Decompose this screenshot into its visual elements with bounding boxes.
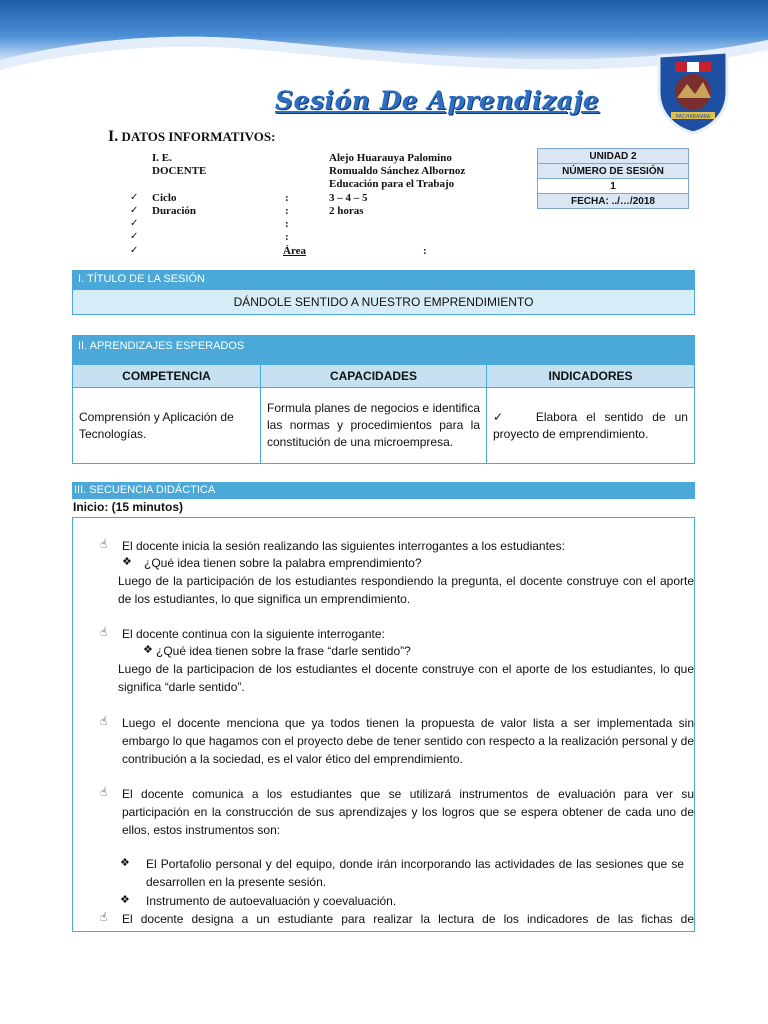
hand-pointer-icon: ☝ bbox=[100, 910, 108, 924]
paragraph-2b: Luego de la participacion de los estudiantes el docente construye con el aporte de los estudiantes, lo que significa “darle sentido”. bbox=[118, 662, 694, 694]
value-ciclo: 3 – 4 – 5 bbox=[329, 192, 368, 204]
session-number-value: 1 bbox=[538, 179, 689, 194]
session-title: DÁNDOLE SENTIDO A NUESTRO EMPRENDIMIENTO bbox=[72, 289, 695, 315]
label-docente: DOCENTE bbox=[152, 165, 207, 177]
question-2: ¿Qué idea tienen sobre la frase “darle sentido”? bbox=[156, 644, 411, 658]
label-duracion: Duración bbox=[152, 205, 196, 217]
col-header-capacidades: CAPACIDADES bbox=[261, 365, 487, 388]
school-shield-logo bbox=[655, 48, 731, 134]
value-duracion: 2 horas bbox=[329, 205, 364, 217]
diamond-bullet-icon: ❖ bbox=[143, 643, 153, 656]
paragraph-1: El docente inicia la sesión realizando las siguientes interrogantes a los estudiantes: bbox=[122, 539, 565, 553]
checkmark-icon: ✓ bbox=[130, 245, 139, 256]
hand-pointer-icon: ☝ bbox=[100, 714, 108, 728]
inicio-label: Inicio: (15 minutos) bbox=[73, 500, 184, 514]
value-area: Educación para el Trabajo bbox=[329, 178, 455, 190]
label-area: Área bbox=[283, 245, 307, 257]
col-header-indicadores: INDICADORES bbox=[487, 365, 695, 388]
colon-duracion: : bbox=[285, 205, 289, 217]
value-ie: Alejo Huarauya Palomino bbox=[329, 152, 452, 164]
competencia-cell: Comprensión y Aplicación de Tecnologías. bbox=[73, 388, 261, 464]
paragraph-2: El docente continua con la siguiente interrogante: bbox=[122, 627, 385, 641]
paragraph-4: El docente comunica a los estudiantes que se utilizará instrumentos de evaluación para ver su participación en la construcción de sus aprendizajes y los logros que se espera obtener de cada uno de ellos, estos instrumentos son: bbox=[122, 787, 694, 837]
checkmark-icon: ✓ bbox=[130, 205, 139, 216]
diamond-bullet-icon: ❖ bbox=[120, 893, 130, 906]
colon-area: : bbox=[423, 245, 427, 257]
label-ie: I. E. bbox=[152, 152, 172, 164]
hand-pointer-icon: ☝ bbox=[100, 785, 108, 799]
checkmark-icon: ✓ bbox=[130, 231, 139, 242]
section-2-header: II. APRENDIZAJES ESPERADOS bbox=[72, 335, 695, 364]
question-1: ¿Qué idea tienen sobre la palabra emprendimiento? bbox=[144, 556, 422, 570]
value-docente: Romualdo Sánchez Albornoz bbox=[329, 165, 466, 177]
datos-heading-text: DATOS INFORMATIVOS: bbox=[121, 129, 276, 144]
capacidades-cell: Formula planes de negocios e identifica las normas y procedimientos para la constitución de una microempresa. bbox=[261, 388, 487, 464]
label-ciclo: Ciclo bbox=[152, 192, 177, 204]
session-number-label: NÚMERO DE SESIÓN bbox=[538, 164, 689, 179]
section-3-header: III. SECUENCIA DIDÁCTICA bbox=[72, 482, 695, 499]
paragraph-1b: Luego de la participación de los estudiantes respondiendo la pregunta, el docente construye con el aporte de los estudiantes, lo que significa un emprendimiento. bbox=[118, 574, 694, 606]
paragraph-5: El docente designa a un estudiante para realizar la lectura de los indicadores de las fichas de bbox=[122, 912, 694, 926]
competencias-table bbox=[72, 364, 695, 464]
unit-label: UNIDAD 2 bbox=[538, 149, 689, 164]
instrument-2: Instrumento de autoevaluación y coevaluación. bbox=[146, 894, 397, 908]
colon-empty-2: : bbox=[285, 231, 289, 243]
diamond-bullet-icon: ❖ bbox=[120, 856, 130, 869]
checkmark-icon: ✓ bbox=[130, 192, 139, 203]
datos-heading-prefix: I. bbox=[108, 128, 119, 145]
section-1-header: I. TÍTULO DE LA SESIÓN bbox=[72, 270, 695, 289]
colon-empty-1: : bbox=[285, 218, 289, 230]
indicadores-cell bbox=[487, 388, 695, 464]
logo-text: PACHABAMBA bbox=[675, 114, 711, 120]
indicadores-text: Elabora el sentido de un proyecto de emprendimiento. bbox=[493, 409, 688, 441]
datos-heading bbox=[108, 128, 275, 146]
unit-info-box bbox=[537, 148, 689, 209]
hand-pointer-icon: ☝ bbox=[100, 537, 108, 551]
colon-ciclo: : bbox=[285, 192, 289, 204]
checkmark-icon: ✓ bbox=[130, 218, 139, 229]
diamond-bullet-icon: ❖ bbox=[122, 555, 132, 568]
instrument-1: El Portafolio personal y del equipo, donde irán incorporando las actividades de las sesiones que se desarrollen en la presente sesión. bbox=[146, 857, 684, 889]
date-label: FECHA: ../…/2018 bbox=[538, 194, 689, 209]
hand-pointer-icon: ☝ bbox=[100, 625, 108, 639]
checkmark-icon: ✓ bbox=[493, 409, 509, 424]
page-title: Sesión De Aprendizaje bbox=[275, 86, 600, 115]
paragraph-3: Luego el docente menciona que ya todos tienen la propuesta de valor lista a ser implementada sin embargo lo que hagamos con el proyecto debe de tener sentido con respecto a la realización personal y de contribución a la sociedad, es el valor ético del emprendimiento. bbox=[122, 716, 694, 766]
col-header-competencia: COMPETENCIA bbox=[73, 365, 261, 388]
